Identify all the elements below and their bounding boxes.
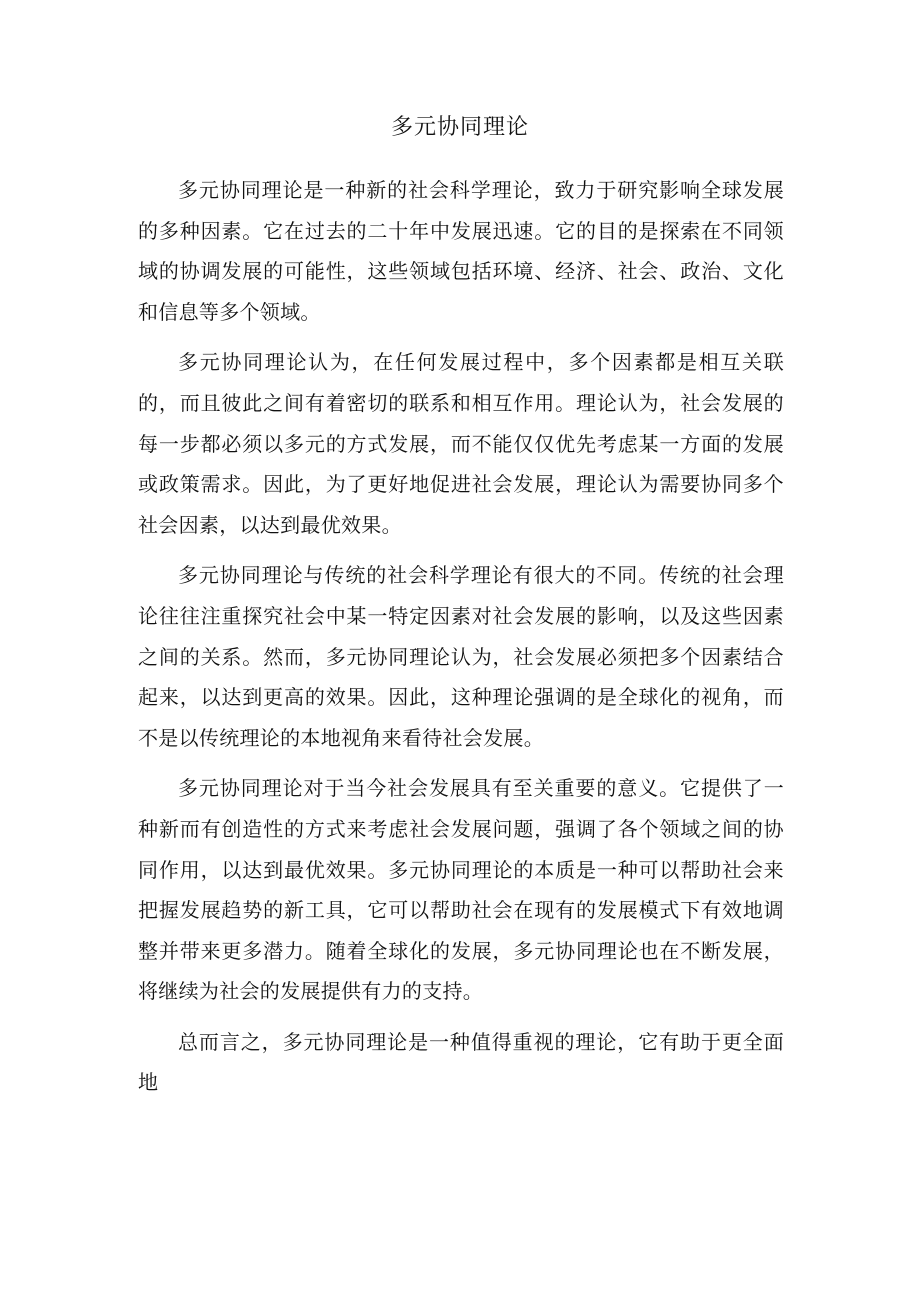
paragraph-3: 多元协同理论与传统的社会科学理论有很大的不同。传统的社会理论往往注重探究社会中某一特定因素对社会发展的影响，以及这些因素之间的关系。然而，多元协同理论认为，社会发展必须把多个因素结合起来，以达到更高的效果。因此，这种理论强调的是全球化的视角，而不是以传统理论的本地视角来看待社会发展。 bbox=[138, 563, 784, 750]
paragraph-1: 多元协同理论是一种新的社会科学理论，致力于研究影响全球发展的多种因素。它在过去的二十年中发展迅速。它的目的是探索在不同领域的协调发展的可能性，这些领域包括环境、经济、社会、政治、文化和信息等多个领域。 bbox=[138, 178, 784, 324]
paragraph-5: 总而言之，多元协同理论是一种值得重视的理论，它有助于更全面地 bbox=[138, 1029, 784, 1095]
paragraph-4: 多元协同理论对于当今社会发展具有至关重要的意义。它提供了一种新而有创造性的方式来考虑社会发展问题，强调了各个领域之间的协同作用，以达到最优效果。多元协同理论的本质是一种可以帮助社会来把握发展趋势的新工具，它可以帮助社会在现有的发展模式下有效地调整并带来更多潜力。随着全球化的发展，多元协同理论也在不断发展，将继续为社会的发展提供有力的支持。 bbox=[138, 776, 784, 1004]
document-title: 多元协同理论 bbox=[390, 115, 529, 140]
paragraph-2: 多元协同理论认为，在任何发展过程中，多个因素都是相互关联的，而且彼此之间有着密切的联系和相互作用。理论认为，社会发展的每一步都必须以多元的方式发展，而不能仅仅优先考虑某一方面的发展或政策需求。因此，为了更好地促进社会发展，理论认为需要协同多个社会因素，以达到最优效果。 bbox=[138, 350, 784, 537]
document-body bbox=[138, 170, 784, 1113]
